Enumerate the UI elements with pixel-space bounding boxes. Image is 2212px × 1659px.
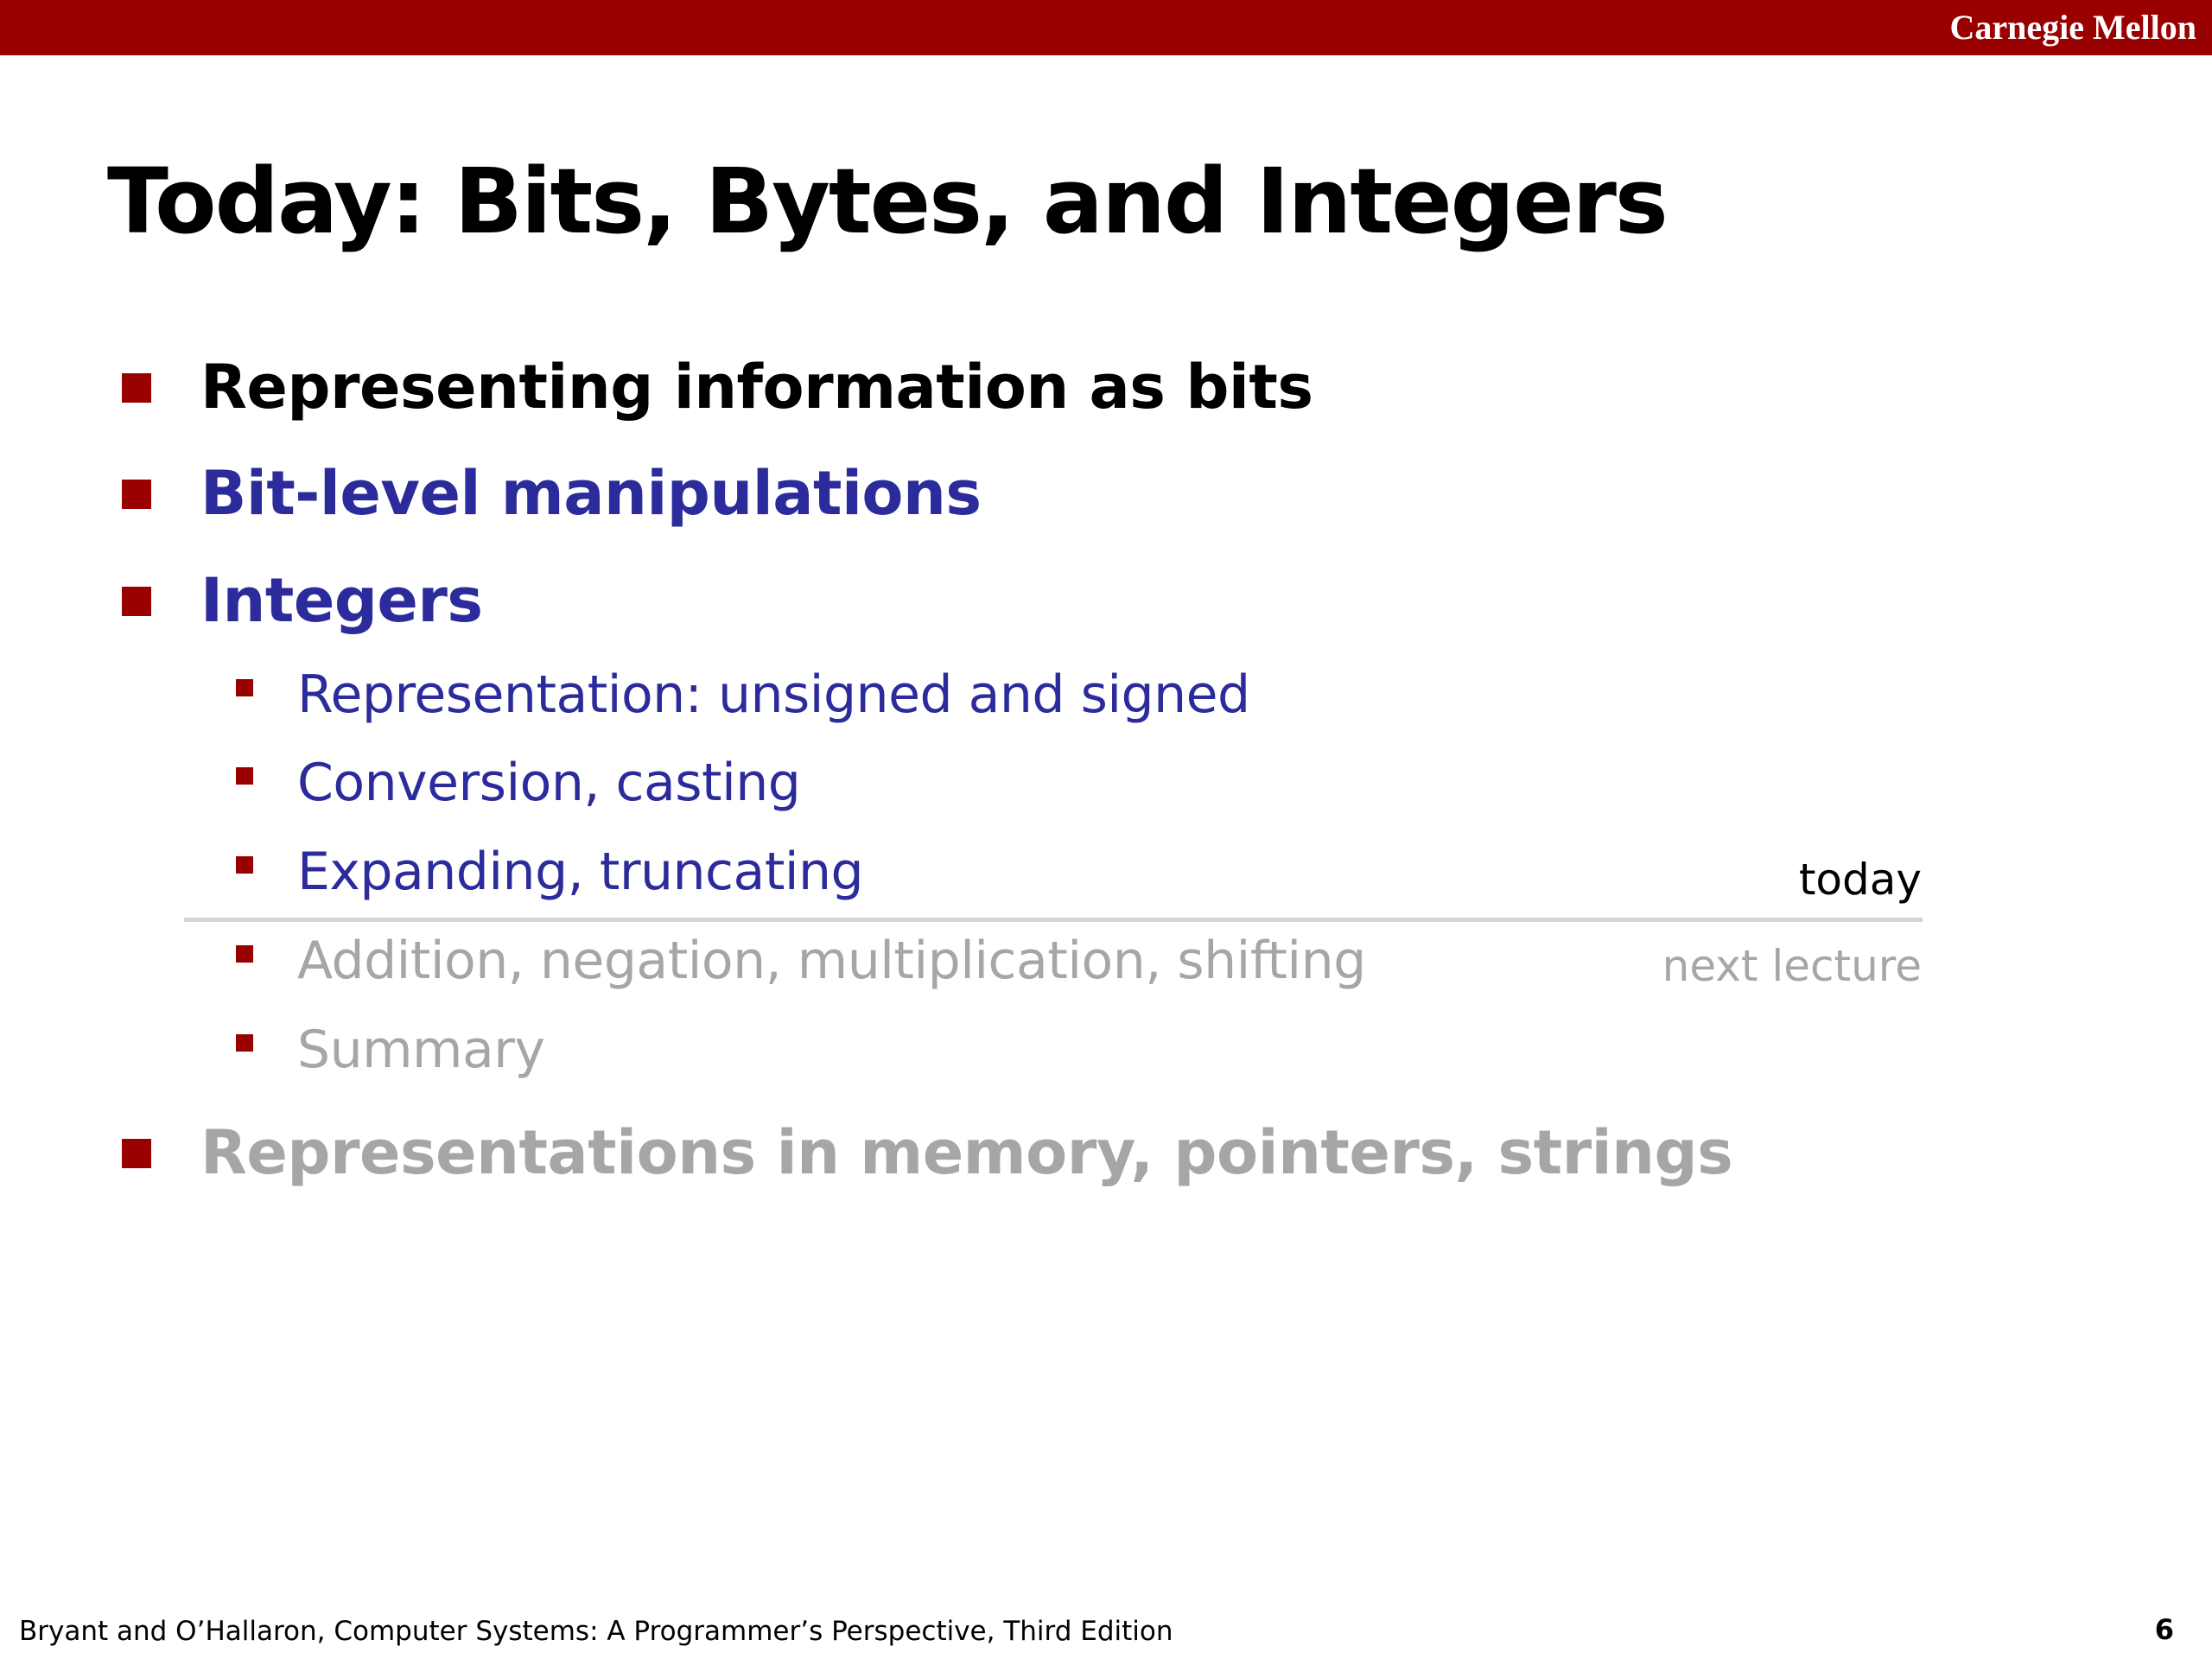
footer-citation: Bryant and O’Hallaron, Computer Systems: A Programmer’s Perspective, Third Edition <box>19 1616 1173 1647</box>
header-bar <box>0 0 2212 55</box>
divider-line <box>184 918 1923 922</box>
bullet-marker <box>122 1139 151 1168</box>
bullet-bit-level-manipulations: Bit-level manipulations <box>200 458 982 529</box>
sub-bullet-marker <box>236 945 253 963</box>
sub-bullet-expanding: Expanding, truncating <box>297 842 864 902</box>
bullet-representing-information: Representing information as bits <box>200 352 1313 423</box>
brand-name: Carnegie Mellon <box>1949 8 2196 47</box>
bullet-integers: Integers <box>200 565 483 636</box>
today-label: today <box>1798 855 1922 905</box>
page-number: 6 <box>2154 1613 2174 1646</box>
bullet-marker <box>122 480 151 509</box>
sub-bullet-summary: Summary <box>297 1020 545 1080</box>
sub-bullet-marker <box>236 856 253 874</box>
bullet-marker <box>122 587 151 616</box>
bullet-marker <box>122 373 151 403</box>
bullet-representations-in-memory: Representations in memory, pointers, strings <box>200 1117 1733 1188</box>
sub-bullet-addition: Addition, negation, multiplication, shifting <box>297 931 1366 991</box>
sub-bullet-marker <box>236 1034 253 1052</box>
next-lecture-label: next lecture <box>1662 941 1922 991</box>
slide-title: Today: Bits, Bytes, and Integers <box>107 149 1667 254</box>
sub-bullet-marker <box>236 767 253 785</box>
sub-bullet-conversion: Conversion, casting <box>297 753 801 813</box>
sub-bullet-marker <box>236 679 253 696</box>
sub-bullet-representation: Representation: unsigned and signed <box>297 664 1250 725</box>
